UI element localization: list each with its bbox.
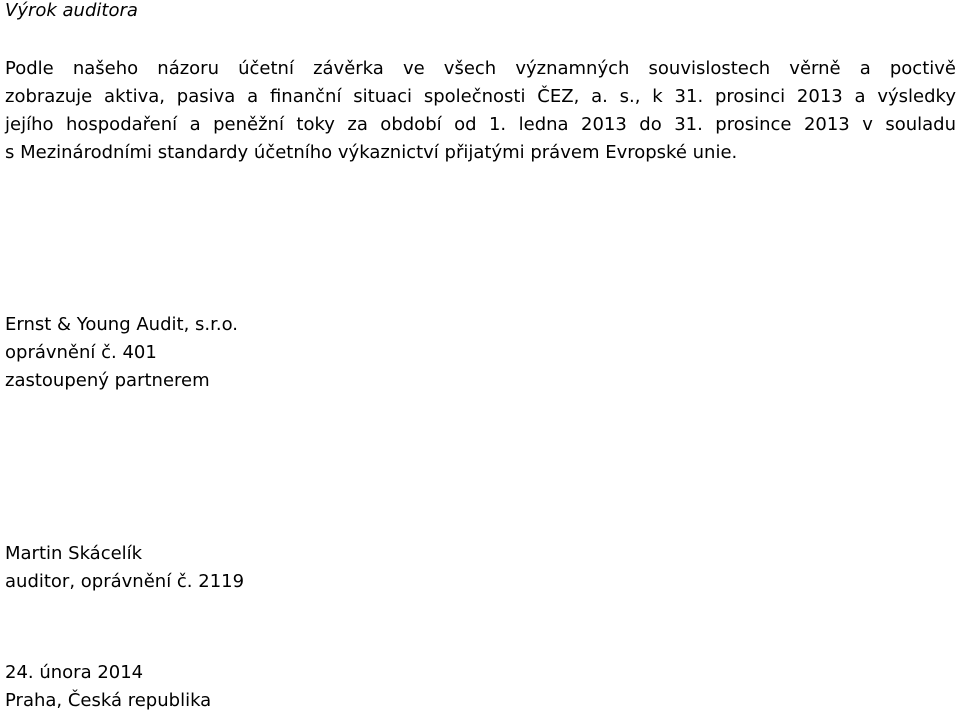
auditor-license: auditor, oprávnění č. 2119 <box>5 571 245 592</box>
firm-represented: zastoupený partnerem <box>5 370 210 391</box>
signature-date: 24. února 2014 <box>5 662 144 683</box>
signature-place: Praha, Česká republika <box>5 690 212 711</box>
firm-license: oprávnění č. 401 <box>5 342 157 363</box>
auditor-name: Martin Skácelík <box>5 543 143 564</box>
opinion-line: Podle našeho názoru účetní závěrka ve všech významných souvislostech věrně a poctivě <box>5 58 956 79</box>
opinion-line: jejího hospodaření a peněžní toky za období od 1. ledna 2013 do 31. prosince 2013 v souladu <box>5 114 956 135</box>
opinion-paragraph <box>5 55 956 167</box>
opinion-line: zobrazuje aktiva, pasiva a finanční situaci společnosti ČEZ, a. s., k 31. prosinci 2013 a výsledky <box>5 86 956 107</box>
section-heading: Výrok auditora <box>5 0 138 21</box>
firm-name: Ernst & Young Audit, s.r.o. <box>5 314 238 335</box>
opinion-line: s Mezinárodními standardy účetního výkaznictví přijatými právem Evropské unie. <box>5 142 738 163</box>
